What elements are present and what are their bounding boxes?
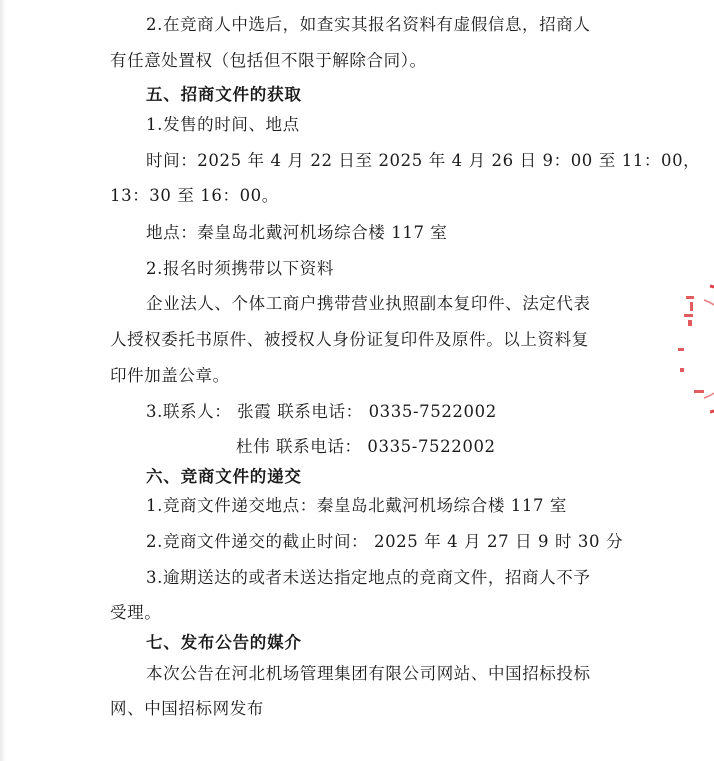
paragraph-line: 受理。 <box>110 603 162 622</box>
paragraph-line: 1.发售的时间、地点 <box>146 115 300 134</box>
paragraph-line: 网、中国招标网发布 <box>110 699 264 718</box>
section-heading-6: 六、竞商文件的递交 <box>146 467 302 486</box>
paragraph-line: 2.报名时须携带以下资料 <box>146 259 334 278</box>
paragraph-line: 本次公告在河北机场管理集团有限公司网站、中国招标投标 <box>146 664 591 683</box>
paragraph-line: 3.逾期送达的或者未送达指定地点的竞商文件，招商人不予 <box>146 568 591 587</box>
contact-line: 3.联系人： 张霞 联系电话： 0335-7522002 <box>146 402 497 421</box>
paragraph-line: 1.竞商文件递交地点：秦皇岛北戴河机场综合楼 117 室 <box>146 496 568 515</box>
paragraph-line: 地点：秦皇岛北戴河机场综合楼 117 室 <box>146 223 448 242</box>
paragraph-line: 2.在竞商人中选后，如查实其报名资料有虚假信息，招商人 <box>146 15 591 34</box>
paragraph-line: 时间：2025 年 4 月 22 日至 2025 年 4 月 26 日 9：00 至 11：00， <box>146 151 701 170</box>
paragraph-line: 有任意处置权（包括但不限于解除合同）。 <box>110 51 427 70</box>
paragraph-line: 人授权委托书原件、被授权人身份证复印件及原件。以上资料复 <box>110 330 589 349</box>
paragraph-line: 企业法人、个体工商户携带营业执照副本复印件、法定代表 <box>146 294 591 313</box>
section-heading-7: 七、发布公告的媒介 <box>146 633 302 652</box>
red-seal-stamp <box>664 278 714 418</box>
section-heading-5: 五、招商文件的获取 <box>146 85 302 104</box>
contact-line: 杜伟 联系电话： 0335-7522002 <box>236 437 496 456</box>
paragraph-line: 印件加盖公章。 <box>110 366 230 385</box>
paragraph-line: 13：30 至 16：00。 <box>110 186 279 205</box>
paragraph-line: 2.竞商文件递交的截止时间： 2025 年 4 月 27 日 9 时 30 分 <box>146 532 624 551</box>
page-edge-shadow <box>0 0 6 761</box>
